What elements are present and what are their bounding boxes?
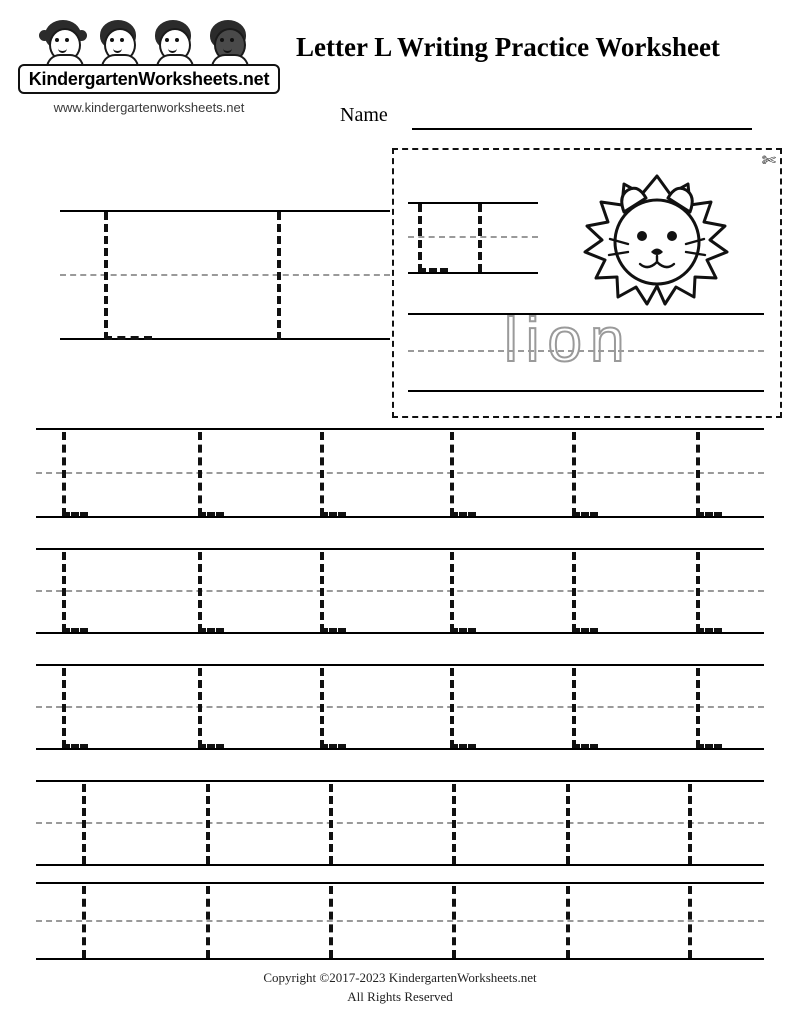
cutout-card [392, 148, 782, 418]
row1-base-line [36, 516, 764, 518]
demo-letter-lowercase-1 [277, 212, 291, 340]
row3-top-line [36, 664, 764, 666]
word-guide-base-line [408, 390, 764, 392]
row5-mid-line [36, 920, 764, 922]
kid-boy-2-icon [150, 20, 196, 68]
kids-illustration [40, 20, 255, 68]
row4-base-line [36, 864, 764, 866]
trace-letter [62, 668, 88, 748]
trace-letter [82, 886, 84, 958]
trace-letter [572, 552, 598, 632]
name-label: Name [340, 104, 388, 126]
site-url: www.kindergartenworksheets.net [53, 100, 245, 115]
trace-letter [329, 784, 331, 864]
trace-letter [198, 552, 224, 632]
trace-letter [566, 886, 568, 958]
trace-letter [82, 784, 84, 864]
cutout-guide-base-line [408, 272, 538, 274]
logo-banner-text: KindergartenWorksheets.net [18, 64, 280, 94]
name-input-line[interactable] [412, 128, 752, 130]
row2-mid-line [36, 590, 764, 592]
name-field-row [340, 104, 760, 134]
page-footer [0, 968, 800, 1006]
trace-letter [688, 784, 690, 864]
row4-mid-line [36, 822, 764, 824]
scissors-icon: ✄ [761, 151, 776, 170]
trace-letter [452, 784, 454, 864]
trace-letter [450, 552, 476, 632]
row3-mid-line [36, 706, 764, 708]
trace-letter [62, 432, 88, 516]
trace-letter [566, 784, 568, 864]
trace-letter [450, 432, 476, 516]
lion-icon [562, 168, 752, 318]
copyright-text: Copyright ©2017-2023 KindergartenWorksheets.net [263, 970, 537, 985]
row1-mid-line [36, 472, 764, 474]
kid-girl-2-icon [205, 20, 251, 68]
page-title: Letter L Writing Practice Worksheet [296, 32, 720, 62]
trace-letter [320, 668, 346, 748]
trace-letter [572, 432, 598, 516]
trace-letter [696, 668, 722, 748]
trace-letter [452, 886, 454, 958]
row3-base-line [36, 748, 764, 750]
kid-girl-icon [40, 20, 86, 68]
row5-base-line [36, 958, 764, 960]
row2-top-line [36, 548, 764, 550]
cutout-word-trace: lion [504, 306, 633, 375]
cutout-letter-lowercase [478, 204, 488, 272]
trace-letter [198, 668, 224, 748]
trace-letter [206, 886, 208, 958]
row5-top-line [36, 882, 764, 884]
trace-letter [696, 432, 722, 516]
trace-letter [198, 432, 224, 516]
trace-letter [688, 886, 690, 958]
row4-top-line [36, 780, 764, 782]
trace-letter [450, 668, 476, 748]
row1-top-line [36, 428, 764, 430]
trace-letter [320, 432, 346, 516]
page-header [0, 0, 800, 140]
trace-letter [206, 784, 208, 864]
trace-letter [320, 552, 346, 632]
kid-boy-icon [95, 20, 141, 68]
trace-letter [62, 552, 88, 632]
trace-letter [329, 886, 331, 958]
rights-text: All Rights Reserved [347, 989, 453, 1004]
demo-letter-uppercase-1 [104, 212, 152, 340]
trace-letter [572, 668, 598, 748]
cutout-letter-uppercase [418, 204, 448, 272]
trace-letter [696, 552, 722, 632]
row2-base-line [36, 632, 764, 634]
